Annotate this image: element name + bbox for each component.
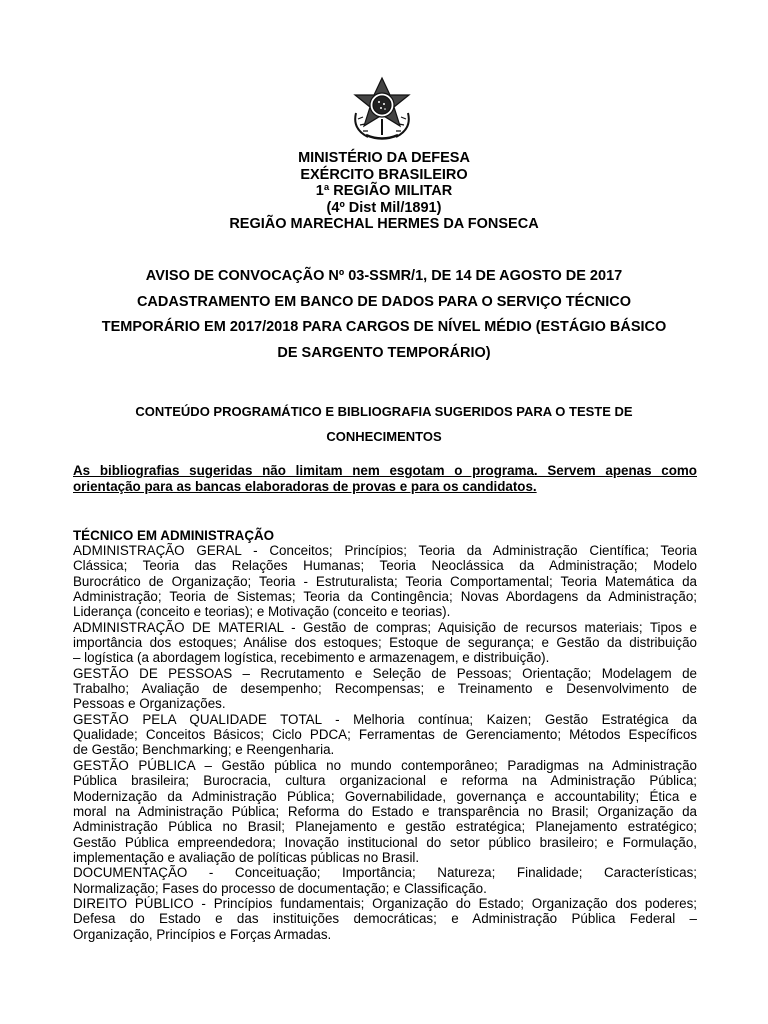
subtitle-line: CONTEÚDO PROGRAMÁTICO E BIBLIOGRAFIA SUGERIDOS PARA O TESTE DE — [135, 404, 633, 419]
text-line: – logística (a abordagem logística, recebimento e armazenagem, e distribuição). — [73, 650, 550, 666]
syllabus-paragraph — [73, 865, 697, 896]
text-line: ADMINISTRAÇÃO GERAL - Conceitos; Princípios; Teoria da Administração Científica; Teoria — [73, 543, 697, 558]
institution-header — [0, 150, 768, 233]
text-line: Gestão Pública empreendedora; Inovação institucional do setor público brasileiro; e Formulação, — [73, 834, 697, 850]
header-line: REGIÃO MARECHAL HERMES DA FONSECA — [229, 216, 539, 232]
text-line: Qualidade; Conceitos Básicos; Ciclo PDCA; Ferramentas de Gerenciamento; Métodos Específicos — [73, 727, 697, 743]
text-line: Burocrático de Organização; Teoria - Estruturalista; Teoria Comportamental; Teoria Matemática da — [73, 573, 697, 589]
text-line: Organização, Princípios e Forças Armadas. — [73, 926, 332, 942]
syllabus-paragraph — [73, 712, 697, 758]
text-line: Trabalho; Avaliação de desempenho; Recompensas; e Treinamento e Desenvolvimento de — [73, 681, 697, 697]
syllabus-content — [73, 543, 697, 942]
header-line: (4º Dist Mil/1891) — [326, 199, 442, 216]
text-line: Modernização da Administração Pública; Governabilidade, governança e accountability; Ética e — [73, 788, 697, 804]
syllabus-paragraph — [73, 620, 697, 666]
header-line: EXÉRCITO BRASILEIRO — [300, 166, 468, 183]
text-line: moral na Administração Pública; Reforma do Estado e transparência no Brasil; Organização da — [73, 803, 697, 819]
notice-line: TEMPORÁRIO EM 2017/2018 PARA CARGOS DE NÍVEL MÉDIO (ESTÁGIO BÁSICO — [101, 319, 667, 335]
section-subtitle — [100, 400, 668, 449]
text-line: de Gestão; Benchmarking; e Reengenharia. — [73, 742, 335, 758]
notice-line: AVISO DE CONVOCAÇÃO Nº 03-SSMR/1, DE 14 DE AGOSTO DE 2017 — [145, 268, 623, 284]
text-line: Administração Pública no Brasil; Planejamento e gestão estratégica; Planejamento estratégico; — [73, 819, 697, 835]
header-line: 1ª REGIÃO MILITAR — [315, 183, 453, 199]
subtitle-line: CONHECIMENTOS — [326, 428, 442, 444]
bibliography-disclaimer — [73, 463, 697, 494]
text-line: Pessoas e Organizações. — [73, 696, 226, 712]
syllabus-paragraph — [73, 666, 697, 712]
text-line: DIREITO PÚBLICO - Princípios fundamentais; Organização do Estado; Organização dos poderes; — [73, 895, 697, 911]
text-line: Clássica; Teoria das Relações Humanas; Teoria Neoclássica da Administração; Modelo — [73, 558, 697, 574]
coat-of-arms-icon — [348, 75, 416, 143]
notice-line: CADASTRAMENTO EM BANCO DE DADOS PARA O SERVIÇO TÉCNICO — [136, 293, 632, 310]
text-line: DOCUMENTAÇÃO - Conceituação; Importância; Natureza; Finalidade; Características; — [73, 865, 697, 881]
notice-title — [101, 264, 667, 366]
section-heading: TÉCNICO EM ADMINISTRAÇÃO — [73, 528, 275, 543]
text-line: Administração; Teoria de Sistemas; Teoria da Contingência; Novas Abordagens da Administração; — [73, 589, 697, 605]
syllabus-paragraph — [73, 758, 697, 865]
header-line: MINISTÉRIO DA DEFESA — [298, 150, 470, 166]
syllabus-paragraph — [73, 543, 697, 620]
text-line: GESTÃO PELA QUALIDADE TOTAL - Melhoria contínua; Kaizen; Gestão Estratégica da — [73, 711, 697, 727]
disclaimer-line: orientação para as bancas elaboradoras de provas e para os candidatos. — [73, 478, 537, 494]
text-line: Defesa do Estado e das instituições democráticas; e Administração Pública Federal – — [73, 911, 697, 927]
text-line: GESTÃO PÚBLICA – Gestão pública no mundo contemporâneo; Paradigmas na Administração — [73, 757, 697, 773]
text-line: importância dos estoques; Análise dos estoques; Estoque de segurança; e Gestão da distribuição — [73, 635, 697, 651]
text-line: Normalização; Fases do processo de documentação; e Classificação. — [73, 880, 487, 896]
text-line: implementação e avaliação de políticas públicas no Brasil. — [73, 849, 420, 865]
syllabus-paragraph — [73, 896, 697, 942]
notice-line: DE SARGENTO TEMPORÁRIO) — [277, 344, 491, 361]
disclaimer-line: As bibliografias sugeridas não limitam nem esgotam o programa. Servem apenas como — [73, 463, 697, 478]
text-line: GESTÃO DE PESSOAS – Recrutamento e Seleção de Pessoas; Orientação; Modelagem de — [73, 665, 697, 681]
text-line: Liderança (conceito e teorias); e Motivação (conceito e teorias). — [73, 604, 451, 620]
text-line: ADMINISTRAÇÃO DE MATERIAL - Gestão de compras; Aquisição de recursos materiais; Tipos e — [73, 619, 697, 635]
text-line: Pública brasileira; Burocracia, cultura organizacional e reforma na Administração Pública; — [73, 773, 697, 789]
